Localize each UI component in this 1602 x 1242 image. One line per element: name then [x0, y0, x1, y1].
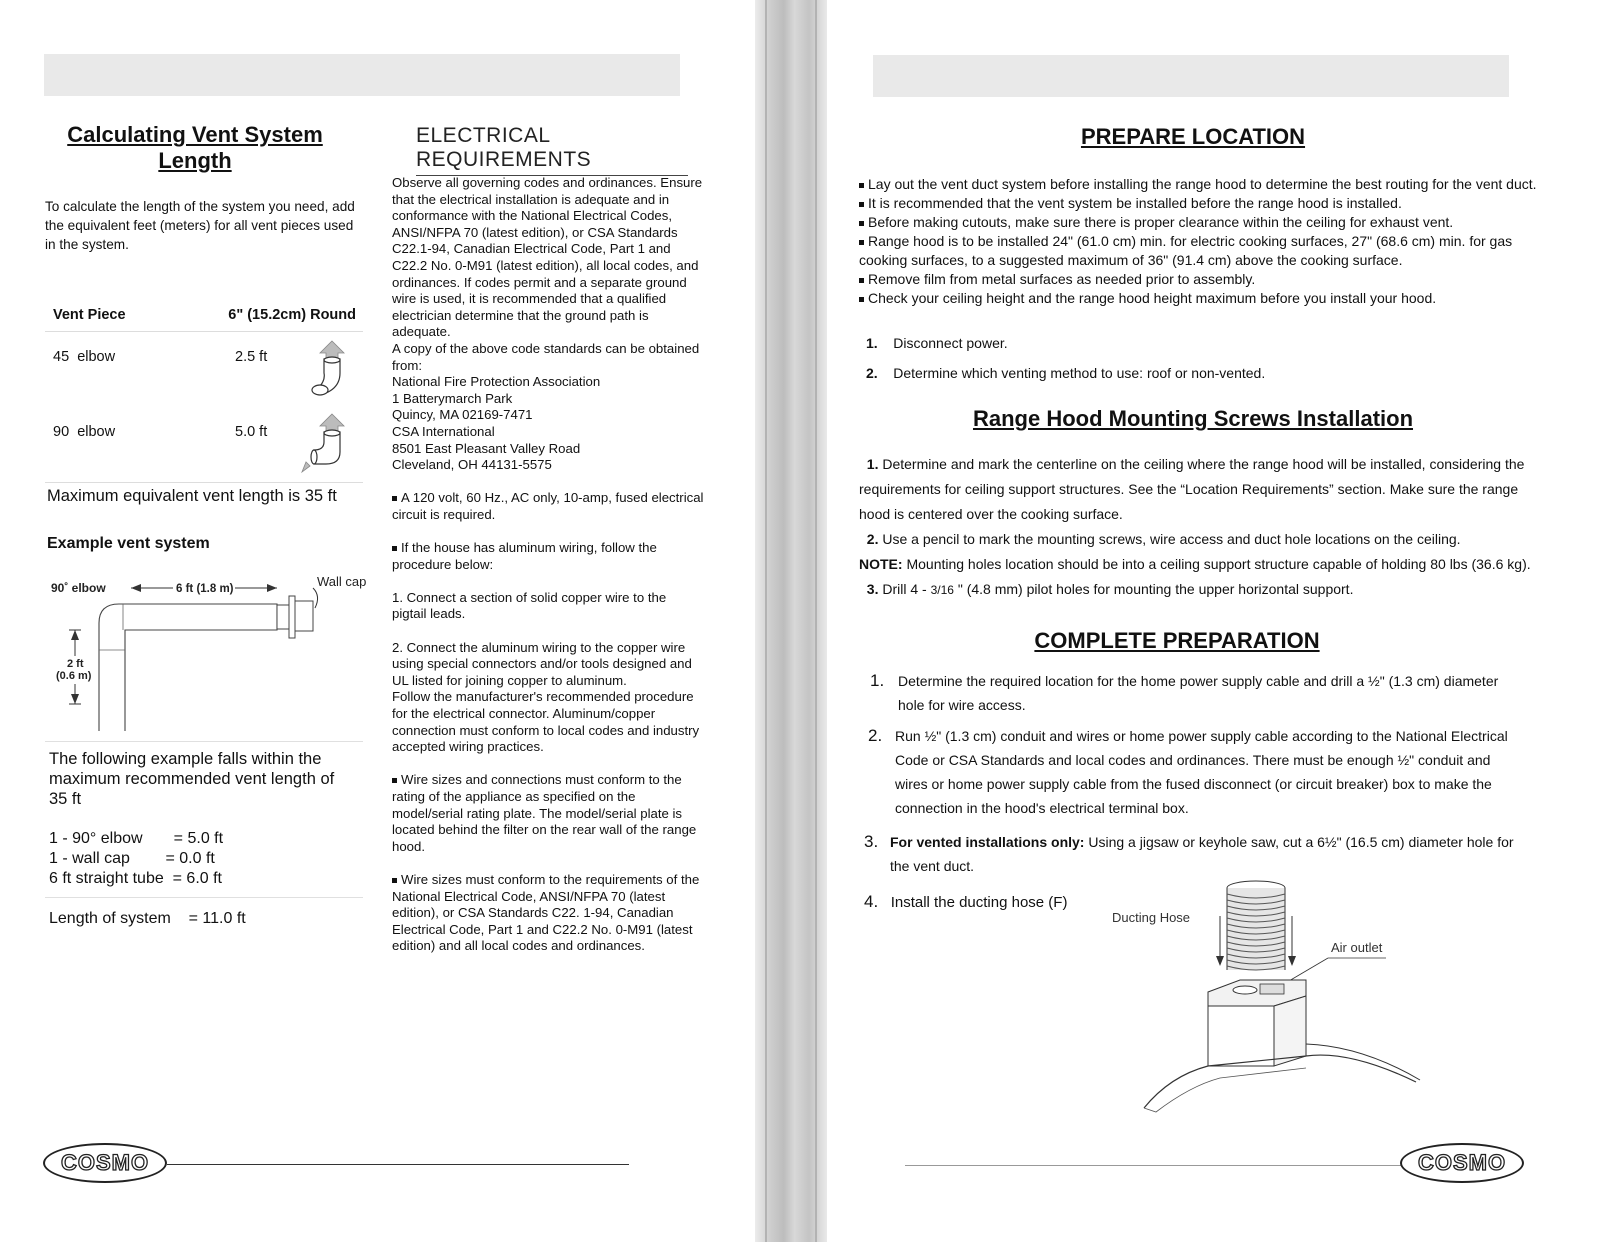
complete-step: [868, 724, 1518, 820]
step-text: Using a jigsaw or keyhole saw, cut a 6½" (16.5 cm) diameter hole for the vent duct.: [890, 834, 1514, 874]
wall-cap-label: Wall cap: [317, 574, 367, 589]
screw-step: [859, 452, 1549, 527]
screw-step: [859, 527, 1549, 552]
list-item: [859, 175, 1539, 194]
logo-text: COSMO: [1417, 1150, 1507, 1175]
elbow-label: 90˚ elbow: [51, 581, 106, 595]
air-outlet-label: Air outlet: [1331, 940, 1383, 955]
list-item: [859, 270, 1539, 289]
wall-cap-flange: [289, 596, 295, 638]
step-number: 3.: [864, 832, 879, 851]
bullet-text: It is recommended that the vent system be installed before the range hood is installed.: [868, 195, 1402, 211]
bullet-text: If the house has aluminum wiring, follow the procedure below:: [392, 540, 657, 572]
bullet-square: [859, 183, 864, 188]
calc-line: 1 - wall cap = 0.0 ft: [49, 850, 215, 867]
step-text: Run ½" (1.3 cm) conduit and wires or home power supply cable according to the National Electrical Code or CSA Standards and local codes and ordinances. There must be enough ½" conduit and wires or home power supply cable from the fused disconnect (or circuit breaker) box to make the connection in the hood's electrical terminal box.: [895, 728, 1508, 816]
bullet-text: Range hood is to be installed 24" (61.0 cm) min. for electric cooking surfaces, 27" (68.6 cm) min. for gas cooking surfaces, to a suggested maximum of 36" (91.4 cm) above the cooking surface.: [859, 233, 1513, 268]
angle: 45: [53, 349, 70, 365]
book-spine: [755, 0, 827, 1242]
ducting-hose: [1227, 881, 1285, 970]
bullet-text: Lay out the vent duct system before installing the range hood to determine the best routing for the vent duct.: [868, 176, 1537, 192]
list-item: [859, 194, 1539, 213]
col-round: 6" (15.2cm) Round: [228, 307, 356, 323]
complete-step: [870, 669, 1520, 717]
table-row: [45, 332, 363, 407]
address-line: National Fire Protection Association: [392, 374, 601, 390]
step-number: 2.: [866, 531, 879, 547]
address-line: Cleveland, OH 44131-5575: [392, 457, 552, 473]
screws-steps: [859, 452, 1549, 603]
90-elbow-icon: [300, 412, 360, 474]
step-number: 1.: [866, 335, 878, 351]
bullet-text: A 120 volt, 60 Hz., AC only, 10-amp, fused electrical circuit is required.: [392, 490, 704, 522]
total-length: Length of system = 11.0 ft: [49, 910, 246, 927]
bullet-text: Wire sizes and connections must conform to the rating of the appliance as specified on the model/serial rating plate. The model/serial plate is located behind the filter on the rear wall of the range hood.: [392, 772, 697, 854]
bullet-square: [859, 297, 864, 302]
list-item: [859, 213, 1539, 232]
arrow-head: [71, 630, 79, 640]
bullet-square: [859, 202, 864, 207]
divider: [45, 897, 363, 898]
step-text: Determine the required location for the home power supply cable and drill a ½" (1.3 cm) diameter hole for wire access.: [898, 673, 1499, 713]
vent-piece-name: [53, 349, 115, 365]
45-elbow-icon: [300, 337, 360, 399]
arrow-head: [1288, 956, 1296, 966]
bullet-text: Remove film from metal surfaces as needed prior to assembly.: [868, 271, 1256, 287]
left-header-bar: [44, 54, 680, 96]
vent-system-title: Calculating Vent System Length: [67, 122, 323, 173]
example-vent-diagram: [45, 568, 375, 738]
bullet-square: [392, 778, 397, 783]
step-text: Drill 4 -: [882, 581, 927, 597]
duct-outline: [99, 604, 277, 731]
address-line: Quincy, MA 02169-7471: [392, 407, 533, 423]
bullet-square: [859, 240, 864, 245]
note-text: Mounting holes location should be into a ceiling support structure capable of holding 80 lbs (36.6 kg).: [906, 556, 1531, 572]
canopy-base: [1144, 1068, 1306, 1112]
electrical-bullet: [392, 540, 704, 573]
prepare-bullets: [859, 175, 1539, 308]
list-item: [859, 289, 1539, 308]
right-header-bar: [873, 55, 1509, 97]
wall-cap-leader: [313, 588, 318, 608]
step-text: Install the ducting hose (F): [890, 894, 1068, 911]
step-text: " (4.8 mm) pilot holes for mounting the upper horizontal support.: [957, 581, 1354, 597]
divider: [45, 741, 363, 742]
spine-line: [815, 0, 817, 1242]
bullet-square: [392, 496, 397, 501]
arrow-head: [1216, 956, 1224, 966]
step-bold: For vented installations only:: [890, 834, 1085, 850]
wall-cap-hood: [295, 601, 313, 631]
ducting-hose-label: Ducting Hose: [1112, 910, 1191, 925]
list-item: [859, 232, 1539, 270]
prepare-location-title: PREPARE LOCATION: [1080, 124, 1306, 149]
note-line: [859, 552, 1549, 577]
complete-step: [864, 830, 1514, 878]
air-outlet: [1233, 986, 1257, 994]
prep-step: [866, 334, 1008, 353]
col-vent-piece: Vent Piece: [53, 307, 126, 323]
bullet-square: [859, 278, 864, 283]
table-row: [45, 407, 363, 482]
bullet-square: [392, 546, 397, 551]
example-title: Example vent system: [47, 535, 210, 552]
electrical-para: Observe all governing codes and ordinances. Ensure that the electrical installation is adequate and in conformance with the National Electrical Codes, ANSI/NFPA 70 (latest edition), or CSA Standards C22.1-94, Canadian Electrical Code, Part 1 and C22.2 No. 0-M91 (latest edition), all local codes, and ordinances. If codes permit and a separate ground wire is used, it is recommended that a qualified electrician determine that the ground path is adequate.: [392, 175, 703, 340]
vent-piece-value: 2.5 ft: [235, 349, 268, 365]
electrical-bullet: [392, 490, 704, 523]
vent-table-header: [45, 305, 363, 332]
fraction: 3/16: [930, 583, 954, 597]
piece: elbow: [77, 349, 116, 365]
address-line: 1 Batterymarch Park: [392, 390, 513, 406]
range-hood-illustration: [1100, 876, 1430, 1116]
step-text: Use a pencil to mark the mounting screws, wire access and duct hole locations on the ceiling.: [882, 531, 1461, 547]
electrical-title: ELECTRICAL REQUIREMENTS: [416, 124, 688, 176]
electrical-step: 1. Connect a section of solid copper wire to the pigtail leads.: [392, 589, 667, 622]
screw-step: [859, 577, 1549, 603]
vertical-label-m: (0.6 m): [56, 670, 92, 682]
hood-chimney: [1208, 1006, 1274, 1066]
calc-line: 6 ft straight tube = 6.0 ft: [49, 870, 222, 887]
step-text: Determine and mark the centerline on the ceiling where the range hood will be installed, considering the requirements for ceiling support structures. See the “Location Requirements” section. Make sure the range hood is centered over the cooking surface.: [859, 456, 1525, 522]
example-text: The following example falls within the maximum recommended vent length of 35 ft: [49, 750, 335, 808]
vent-piece-value: 5.0 ft: [235, 424, 268, 440]
motor-box: [1260, 984, 1284, 994]
vent-table: [45, 305, 363, 483]
bullet-square: [859, 221, 864, 226]
table-bottom-rule: [45, 482, 363, 483]
complete-step: [864, 891, 1067, 914]
straight-length-label: 6 ft (1.8 m): [176, 583, 234, 595]
electrical-para: A copy of the above code standards can be obtained from:: [392, 340, 700, 373]
wall-cap: [277, 605, 289, 629]
address-line: CSA International: [392, 423, 495, 439]
spine-line: [765, 0, 767, 1242]
electrical-body: [392, 175, 704, 955]
vertical-label-ft: 2 ft: [67, 658, 84, 670]
step-number: 4.: [864, 892, 879, 911]
step-number: 1.: [870, 671, 885, 690]
footer-line: [167, 1164, 629, 1165]
bullet-text: Check your ceiling height and the range hood height maximum before you install your hood.: [868, 290, 1437, 306]
electrical-step: Follow the manufacturer's recommended procedure for the electrical connector. Aluminum/copper connection must conform to local codes and industry accepted wiring practices.: [392, 689, 700, 755]
electrical-bullet: [392, 772, 704, 855]
step-number: 1.: [866, 456, 879, 472]
angle: 90: [53, 424, 70, 440]
vent-intro: To calculate the length of the system you need, add the equivalent feet (meters) for all vent pieces used in the system.: [45, 199, 355, 252]
footer-line: [905, 1165, 1402, 1166]
calc-list: [49, 829, 223, 889]
step-text: Determine which venting method to use: roof or non-vented.: [893, 365, 1266, 381]
cosmo-logo: [1400, 1143, 1524, 1183]
prep-step: [866, 364, 1265, 383]
note-label: NOTE:: [859, 556, 903, 572]
calc-line: 1 - 90° elbow = 5.0 ft: [49, 830, 224, 847]
vent-piece-name: [53, 424, 115, 440]
arrow-head: [71, 694, 79, 704]
arrow-head: [131, 584, 141, 592]
complete-preparation-title: COMPLETE PREPARATION: [1034, 628, 1320, 653]
arrow-head: [267, 584, 277, 592]
piece: elbow: [77, 424, 116, 440]
hood-chimney-side: [1274, 996, 1306, 1066]
max-length-text: Maximum equivalent vent length is 35 ft: [47, 487, 337, 505]
cosmo-logo: [43, 1143, 167, 1183]
step-number: 3.: [866, 581, 879, 597]
bullet-text: Wire sizes must conform to the requirements of the National Electrical Code, ANSI/NFPA 70 (latest edition), or CSA Standards C22. 1-94, Canadian Electrical Code, Part 1 and C22.2 No. 0-M91 (latest edition) and all local codes and ordinances.: [392, 871, 700, 954]
screws-title: Range Hood Mounting Screws Installation: [972, 406, 1414, 431]
step-text: Disconnect power.: [893, 335, 1008, 351]
address-line: 8501 East Pleasant Valley Road: [392, 440, 581, 456]
step-number: 2.: [868, 726, 883, 745]
logo-text: COSMO: [60, 1150, 150, 1175]
bullet-text: Before making cutouts, make sure there is proper clearance within the ceiling for exhaust vent.: [868, 214, 1454, 230]
electrical-bullet: [392, 872, 704, 955]
bullet-square: [392, 878, 397, 883]
electrical-step: 2. Connect the aluminum wiring to the copper wire using special connectors and/or tools designed and UL listed for joining copper to aluminum.: [392, 639, 692, 688]
step-number: 2.: [866, 365, 878, 381]
